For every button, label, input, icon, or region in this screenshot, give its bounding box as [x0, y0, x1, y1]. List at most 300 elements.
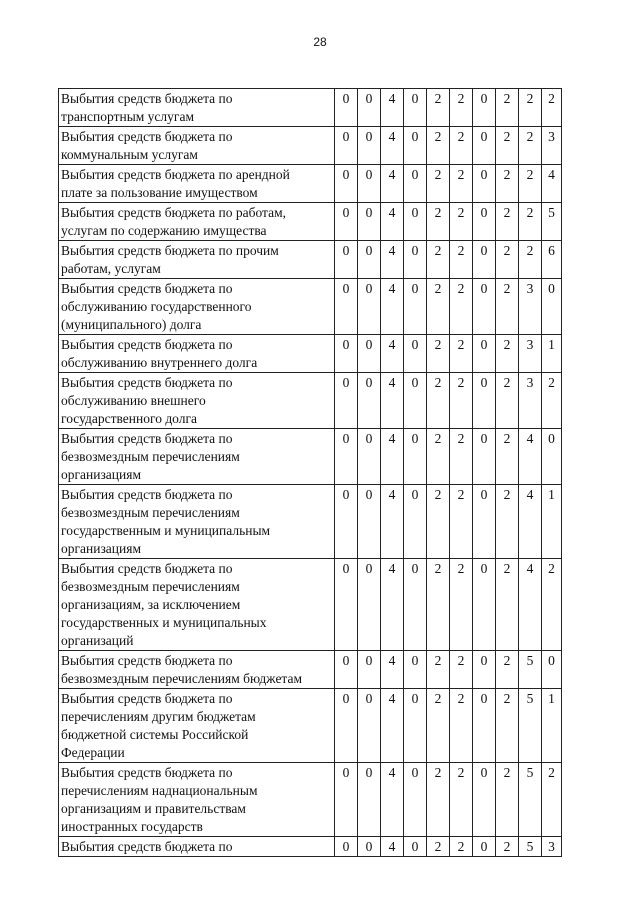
code-digit-cell [335, 241, 358, 279]
row-description [59, 485, 335, 559]
code-digit: 0 [342, 91, 350, 106]
code-digit: 0 [480, 653, 488, 668]
code-digit: 4 [388, 281, 396, 296]
code-digit-cell [519, 127, 542, 165]
row-description [59, 241, 335, 279]
code-digit-cell [335, 837, 358, 857]
code-digit-cell [473, 651, 496, 689]
code-digit: 0 [365, 129, 373, 144]
row-description [59, 559, 335, 651]
code-digit-cell [542, 203, 562, 241]
code-digit-cell [473, 165, 496, 203]
code-digit-cell [473, 279, 496, 335]
code-digit: 4 [388, 91, 396, 106]
code-digit: 0 [480, 337, 488, 352]
code-digit-cell [404, 241, 427, 279]
code-digit: 0 [365, 561, 373, 576]
code-digit: 0 [365, 243, 373, 258]
code-digit: 2 [434, 431, 442, 446]
code-digit: 0 [411, 653, 419, 668]
code-digit: 2 [434, 337, 442, 352]
code-digit-cell [473, 689, 496, 763]
code-digit-cell [358, 241, 381, 279]
code-digit-cell [358, 689, 381, 763]
code-digit-cell [381, 559, 404, 651]
code-digit-cell [496, 279, 519, 335]
code-digit: 0 [342, 205, 350, 220]
code-digit: 2 [503, 431, 511, 446]
code-digit-cell [450, 559, 473, 651]
code-digit: 2 [503, 691, 511, 706]
code-digit-cell [542, 429, 562, 485]
description-line: плате за пользование имуществом [61, 185, 258, 200]
description-line: Федерации [61, 745, 125, 760]
code-digit-cell [427, 651, 450, 689]
code-digit-cell [473, 127, 496, 165]
code-digit-cell [358, 279, 381, 335]
code-digit: 2 [434, 243, 442, 258]
description-line: Выбытия средств бюджета по прочим [61, 243, 279, 258]
code-digit: 2 [457, 205, 465, 220]
description-line: Выбытия средств бюджета по [61, 839, 233, 854]
description-line: бюджетной системы Российской [61, 727, 249, 742]
code-digit-cell [404, 429, 427, 485]
description-line: государственным и муниципальным [61, 523, 271, 538]
code-digit: 2 [434, 653, 442, 668]
code-digit: 5 [526, 691, 534, 706]
code-digit-cell [473, 485, 496, 559]
code-digit: 0 [480, 167, 488, 182]
code-digit-cell [519, 335, 542, 373]
table-row [59, 127, 562, 165]
code-digit-cell [358, 837, 381, 857]
code-digit: 2 [434, 375, 442, 390]
code-digit: 2 [434, 839, 442, 854]
description-line: работам, услугам [61, 261, 161, 276]
budget-codes-table-body [59, 89, 562, 857]
code-digit-cell [404, 559, 427, 651]
code-digit: 2 [434, 91, 442, 106]
code-digit: 1 [548, 337, 555, 352]
description-line: Выбытия средств бюджета по [61, 431, 233, 446]
description-line: обслуживанию внутреннего долга [61, 355, 258, 370]
code-digit: 2 [503, 375, 511, 390]
code-digit-cell [381, 241, 404, 279]
code-digit: 0 [365, 91, 373, 106]
code-digit: 0 [365, 691, 373, 706]
code-digit-cell [404, 651, 427, 689]
code-digit: 0 [365, 653, 373, 668]
code-digit: 0 [480, 839, 488, 854]
code-digit: 4 [388, 167, 396, 182]
code-digit: 2 [526, 91, 534, 106]
description-line: организациям, за исключением [61, 597, 241, 612]
code-digit: 4 [388, 765, 396, 780]
code-digit-cell [519, 651, 542, 689]
code-digit-cell [404, 689, 427, 763]
code-digit-cell [404, 203, 427, 241]
code-digit: 3 [526, 337, 534, 352]
code-digit: 3 [526, 281, 534, 296]
code-digit-cell [473, 89, 496, 127]
code-digit-cell [358, 373, 381, 429]
row-description [59, 429, 335, 485]
description-line: организациям и правительствам [61, 801, 246, 816]
code-digit: 0 [342, 691, 350, 706]
description-line: безвозмездным перечислениям [61, 579, 240, 594]
description-line: Выбытия средств бюджета по [61, 691, 233, 706]
code-digit-cell [473, 837, 496, 857]
description-line: иностранных государств [61, 819, 203, 834]
code-digit: 5 [526, 653, 534, 668]
code-digit-cell [381, 165, 404, 203]
code-digit-cell [473, 203, 496, 241]
description-line: Выбытия средств бюджета по [61, 91, 233, 106]
code-digit-cell [404, 279, 427, 335]
description-line: Выбытия средств бюджета по [61, 337, 233, 352]
code-digit-cell [473, 763, 496, 837]
code-digit-cell [427, 559, 450, 651]
table-row [59, 165, 562, 203]
code-digit: 2 [503, 205, 511, 220]
code-digit-cell [450, 689, 473, 763]
code-digit: 0 [365, 431, 373, 446]
code-digit-cell [496, 335, 519, 373]
row-description [59, 165, 335, 203]
code-digit: 3 [548, 839, 555, 854]
code-digit-cell [542, 837, 562, 857]
code-digit: 2 [548, 375, 555, 390]
code-digit-cell [450, 241, 473, 279]
code-digit-cell [381, 651, 404, 689]
code-digit-cell [381, 485, 404, 559]
description-line: перечислениям наднациональным [61, 783, 258, 798]
code-digit-cell [358, 559, 381, 651]
budget-codes-table [58, 88, 562, 857]
code-digit-cell [473, 335, 496, 373]
code-digit: 4 [388, 487, 396, 502]
code-digit-cell [427, 373, 450, 429]
code-digit: 2 [434, 561, 442, 576]
code-digit: 0 [411, 91, 419, 106]
code-digit-cell [519, 689, 542, 763]
code-digit: 0 [411, 281, 419, 296]
code-digit-cell [496, 203, 519, 241]
description-line: Выбытия средств бюджета по [61, 487, 233, 502]
code-digit: 2 [548, 765, 555, 780]
code-digit-cell [473, 429, 496, 485]
description-line: Выбытия средств бюджета по [61, 561, 233, 576]
code-digit-cell [335, 429, 358, 485]
table-row [59, 89, 562, 127]
code-digit-cell [542, 165, 562, 203]
code-digit-cell [542, 485, 562, 559]
code-digit: 0 [480, 487, 488, 502]
code-digit: 2 [457, 765, 465, 780]
description-line: Выбытия средств бюджета по [61, 375, 233, 390]
row-description [59, 689, 335, 763]
code-digit-cell [381, 127, 404, 165]
description-line: Выбытия средств бюджета по [61, 765, 233, 780]
code-digit-cell [450, 165, 473, 203]
description-line: безвозмездным перечислениям бюджетам [61, 671, 303, 686]
code-digit-cell [519, 279, 542, 335]
code-digit: 3 [548, 129, 555, 144]
code-digit-cell [496, 429, 519, 485]
code-digit-cell [496, 485, 519, 559]
code-digit-cell [519, 559, 542, 651]
code-digit: 2 [526, 167, 534, 182]
code-digit: 0 [342, 281, 350, 296]
code-digit-cell [450, 651, 473, 689]
code-digit: 0 [365, 765, 373, 780]
row-description [59, 203, 335, 241]
code-digit: 2 [526, 129, 534, 144]
code-digit-cell [381, 279, 404, 335]
description-line: обслуживанию государственного [61, 299, 252, 314]
description-line: организаций [61, 633, 134, 648]
code-digit: 4 [526, 561, 534, 576]
row-description [59, 763, 335, 837]
code-digit: 6 [548, 243, 555, 258]
code-digit-cell [358, 763, 381, 837]
code-digit-cell [542, 279, 562, 335]
code-digit-cell [519, 203, 542, 241]
table-row [59, 279, 562, 335]
code-digit-cell [519, 165, 542, 203]
code-digit-cell [358, 429, 381, 485]
code-digit-cell [519, 485, 542, 559]
code-digit-cell [496, 651, 519, 689]
code-digit: 2 [434, 765, 442, 780]
code-digit: 2 [434, 691, 442, 706]
code-digit: 2 [503, 129, 511, 144]
code-digit: 0 [480, 243, 488, 258]
code-digit: 0 [548, 653, 555, 668]
description-line: (муниципального) долга [61, 317, 202, 332]
code-digit: 0 [342, 765, 350, 780]
code-digit-cell [381, 335, 404, 373]
code-digit: 2 [457, 91, 465, 106]
code-digit-cell [542, 651, 562, 689]
code-digit-cell [542, 763, 562, 837]
code-digit-cell [450, 279, 473, 335]
code-digit-cell [496, 689, 519, 763]
code-digit: 4 [388, 205, 396, 220]
code-digit: 2 [548, 91, 555, 106]
row-description [59, 837, 335, 857]
code-digit: 0 [342, 839, 350, 854]
code-digit-cell [358, 127, 381, 165]
code-digit: 0 [365, 839, 373, 854]
code-digit-cell [335, 689, 358, 763]
code-digit: 4 [548, 167, 555, 182]
code-digit-cell [335, 279, 358, 335]
description-line: безвозмездным перечислениям [61, 449, 240, 464]
code-digit: 2 [503, 167, 511, 182]
description-line: коммунальным услугам [61, 147, 198, 162]
code-digit-cell [358, 485, 381, 559]
description-line: организациям [61, 467, 142, 482]
code-digit: 0 [411, 765, 419, 780]
description-line: транспортным услугам [61, 109, 194, 124]
code-digit-cell [519, 429, 542, 485]
code-digit: 2 [503, 561, 511, 576]
description-line: организациям [61, 541, 142, 556]
code-digit: 2 [503, 243, 511, 258]
code-digit: 0 [411, 167, 419, 182]
row-description [59, 89, 335, 127]
code-digit-cell [519, 837, 542, 857]
code-digit: 0 [411, 129, 419, 144]
code-digit: 4 [526, 487, 534, 502]
table-row [59, 763, 562, 837]
code-digit-cell [335, 651, 358, 689]
code-digit: 0 [411, 205, 419, 220]
code-digit: 0 [365, 337, 373, 352]
code-digit-cell [450, 203, 473, 241]
code-digit-cell [450, 335, 473, 373]
code-digit: 0 [342, 561, 350, 576]
code-digit-cell [427, 127, 450, 165]
code-digit-cell [496, 89, 519, 127]
code-digit-cell [381, 689, 404, 763]
code-digit: 0 [411, 337, 419, 352]
code-digit: 2 [503, 839, 511, 854]
code-digit: 2 [503, 653, 511, 668]
code-digit-cell [450, 763, 473, 837]
code-digit: 2 [503, 765, 511, 780]
code-digit: 0 [411, 839, 419, 854]
table-row [59, 373, 562, 429]
code-digit: 0 [365, 281, 373, 296]
code-digit-cell [427, 89, 450, 127]
code-digit: 4 [388, 431, 396, 446]
code-digit: 4 [388, 561, 396, 576]
code-digit-cell [450, 373, 473, 429]
code-digit: 1 [548, 691, 555, 706]
code-digit: 4 [388, 691, 396, 706]
code-digit: 2 [526, 205, 534, 220]
code-digit: 0 [342, 337, 350, 352]
code-digit: 2 [434, 167, 442, 182]
code-digit: 2 [548, 561, 555, 576]
code-digit: 2 [457, 337, 465, 352]
description-line: перечислениям другим бюджетам [61, 709, 256, 724]
code-digit: 2 [503, 337, 511, 352]
code-digit: 4 [388, 337, 396, 352]
code-digit: 0 [480, 205, 488, 220]
code-digit-cell [381, 763, 404, 837]
row-description [59, 335, 335, 373]
code-digit: 4 [388, 129, 396, 144]
code-digit: 2 [503, 91, 511, 106]
code-digit: 2 [503, 281, 511, 296]
code-digit: 2 [503, 487, 511, 502]
code-digit-cell [450, 485, 473, 559]
code-digit: 2 [457, 561, 465, 576]
code-digit-cell [404, 485, 427, 559]
code-digit-cell [496, 837, 519, 857]
description-line: Выбытия средств бюджета по арендной [61, 167, 290, 182]
code-digit: 0 [411, 431, 419, 446]
code-digit: 0 [342, 129, 350, 144]
code-digit-cell [450, 429, 473, 485]
description-line: Выбытия средств бюджета по [61, 653, 233, 668]
code-digit-cell [404, 165, 427, 203]
code-digit-cell [427, 241, 450, 279]
code-digit: 3 [526, 375, 534, 390]
code-digit-cell [358, 335, 381, 373]
page-number: 28 [313, 35, 327, 49]
code-digit: 2 [526, 243, 534, 258]
code-digit: 0 [342, 375, 350, 390]
code-digit-cell [404, 373, 427, 429]
row-description [59, 127, 335, 165]
code-digit-cell [335, 485, 358, 559]
code-digit-cell [427, 429, 450, 485]
code-digit: 0 [411, 561, 419, 576]
code-digit: 0 [480, 375, 488, 390]
code-digit: 4 [388, 839, 396, 854]
description-line: государственного долга [61, 411, 198, 426]
code-digit: 2 [457, 839, 465, 854]
table-row [59, 203, 562, 241]
code-digit-cell [473, 373, 496, 429]
table-row [59, 335, 562, 373]
code-digit: 0 [480, 91, 488, 106]
code-digit: 5 [526, 839, 534, 854]
code-digit-cell [381, 429, 404, 485]
code-digit: 4 [388, 653, 396, 668]
code-digit: 0 [480, 281, 488, 296]
code-digit-cell [496, 127, 519, 165]
description-line: Выбытия средств бюджета по [61, 281, 233, 296]
table-row [59, 241, 562, 279]
code-digit: 2 [434, 281, 442, 296]
code-digit: 2 [457, 653, 465, 668]
code-digit: 0 [480, 765, 488, 780]
code-digit: 0 [342, 167, 350, 182]
code-digit: 0 [365, 375, 373, 390]
code-digit-cell [496, 763, 519, 837]
code-digit-cell [381, 837, 404, 857]
row-description [59, 279, 335, 335]
code-digit: 0 [342, 487, 350, 502]
code-digit-cell [358, 651, 381, 689]
code-digit: 1 [548, 487, 555, 502]
code-digit: 2 [457, 691, 465, 706]
code-digit-cell [427, 485, 450, 559]
code-digit-cell [519, 241, 542, 279]
code-digit-cell [404, 837, 427, 857]
code-digit: 0 [480, 129, 488, 144]
code-digit: 5 [526, 765, 534, 780]
code-digit-cell [519, 763, 542, 837]
code-digit-cell [427, 335, 450, 373]
code-digit-cell [335, 763, 358, 837]
code-digit-cell [381, 89, 404, 127]
code-digit: 0 [365, 167, 373, 182]
description-line: обслуживанию внешнего [61, 393, 206, 408]
code-digit: 0 [365, 487, 373, 502]
code-digit-cell [335, 127, 358, 165]
code-digit-cell [427, 689, 450, 763]
code-digit-cell [496, 373, 519, 429]
code-digit-cell [404, 127, 427, 165]
code-digit: 2 [457, 243, 465, 258]
code-digit-cell [404, 89, 427, 127]
